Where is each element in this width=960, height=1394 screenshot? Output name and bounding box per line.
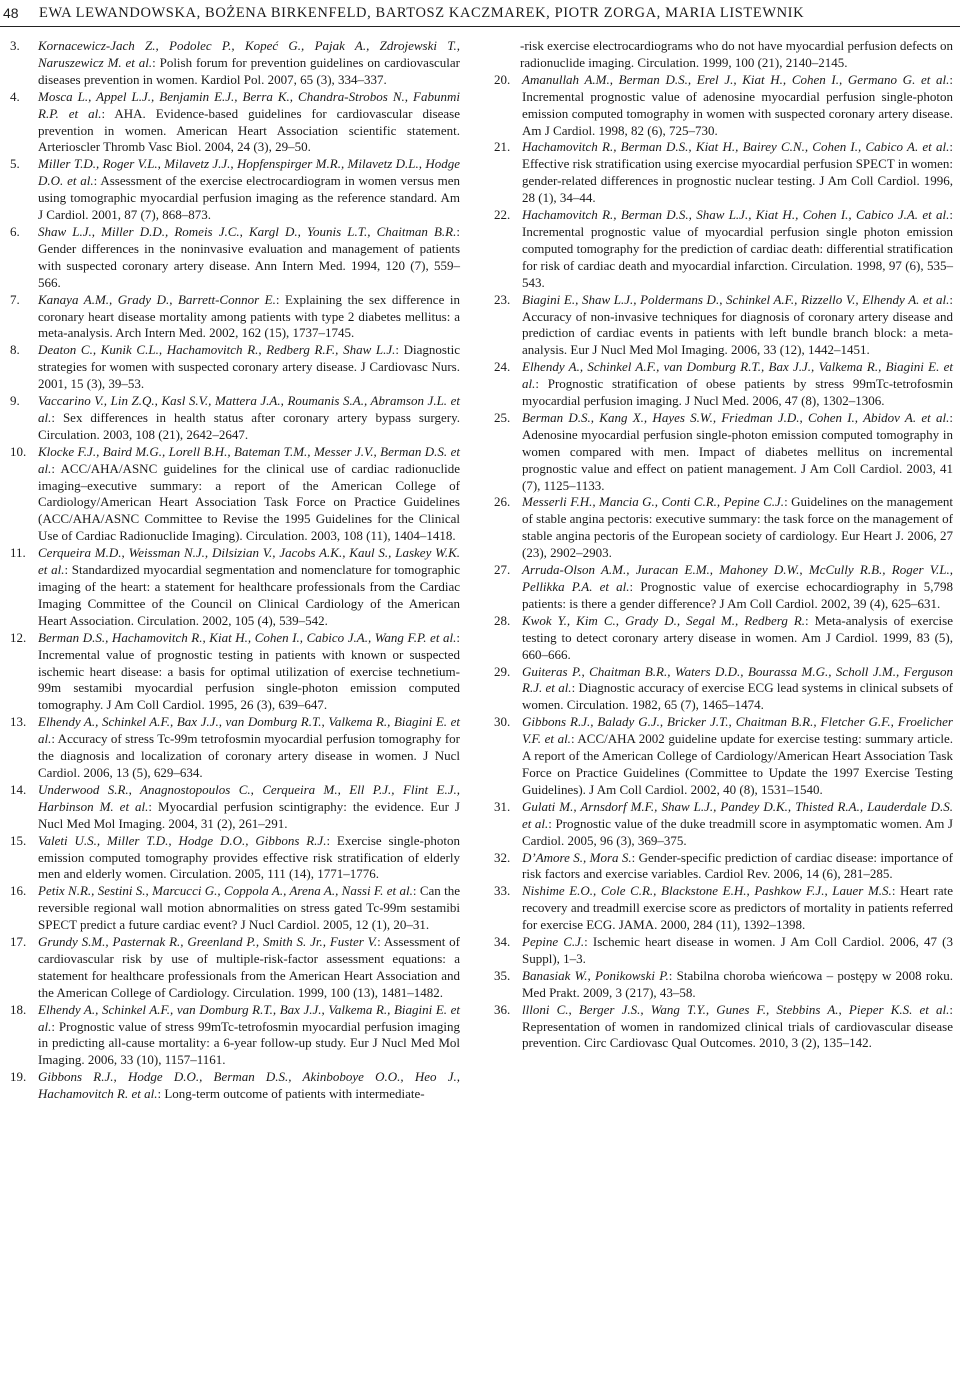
reference-authors: Shaw L.J., Miller D.D., Romeis J.C., Kargl D., Younis L.T., Chaitman B.R. xyxy=(38,223,457,239)
reference-body xyxy=(38,883,460,934)
reference-item xyxy=(492,494,953,562)
reference-number: 6. xyxy=(10,223,20,239)
reference-number: 12. xyxy=(10,629,27,645)
reference-authors: Vaccarino V., Lin Z.Q., Kasl S.V., Mattera J.A., Roumanis S.A., Abramson J.L. et al. xyxy=(38,393,460,425)
reference-text: : Polish forum for prevention guidelines on cardiovascular diseases prevention in women. Kardiol Pol. 2007, 65 (3), 334–337. xyxy=(38,54,460,87)
reference-text: : Stabilna choroba wieńcowa – postępy w 2008 roku. Med Prakt. 2009, 3 (217), 43–58. xyxy=(522,967,953,1000)
reference-body xyxy=(522,613,953,664)
reference-number: 34. xyxy=(494,934,511,950)
reference-text: : Sex differences in health status after coronary artery bypass surgery. Circulation. 2003, 108 (21), 2642–2647. xyxy=(38,409,460,442)
reference-number: 33. xyxy=(494,883,511,899)
reference-text: : Adenosine myocardial perfusion single-photon emission computed tomography in women compared with men. Impact of diabetes mellitus on incremental prognostic value and effect on patient management. J Am Coll Cardiol. 2003, 41 (7), 1125–1133. xyxy=(522,409,953,493)
reference-authors: Arruda-Olson A.M., Juracan E.M., Mahoney D.W., McCully R.B., Roger V.L., Pellikka P.A. et al. xyxy=(522,562,953,594)
reference-number: 28. xyxy=(494,612,511,628)
reference-item xyxy=(492,664,953,715)
reference-number: 31. xyxy=(494,798,511,814)
reference-item xyxy=(492,850,953,884)
reference-body xyxy=(38,714,460,782)
reference-authors: Klocke F.J., Baird M.G., Lorell B.H., Bateman T.M., Messer J.V., Berman D.S. et al. xyxy=(38,443,460,476)
reference-body xyxy=(38,444,460,545)
reference-text: : Representation of women in randomized clinical trials of cardiovascular disease prevention. Circ Cardiovasc Qual Outcomes. 2010, 3 (2), 135–142. xyxy=(522,1001,953,1051)
reference-text: : Prognostic stratification of obese patients by stress 99mTc-tetrofosmin myocardial perfusion imaging. J Nucl Med. 2006, 47 (8), 1302–1306. xyxy=(522,376,953,409)
reference-body xyxy=(522,207,953,292)
reference-item xyxy=(492,410,953,495)
reference-text: : ACC/AHA/ASNC guidelines for the clinical use of cardiac radionuclide imaging–executive summary: a report of the American College of Cardiology/American Heart Association Task Force on Practice Guidelines (ACC/AHA/ASNC Committee to Revise the 1995 Guidelines for the Clinical Use of Cardiac Radionuclide Imaging). Circulation. 2003, 108 (11), 1404–1418. xyxy=(38,460,460,544)
reference-number: 11. xyxy=(10,545,26,561)
reference-item xyxy=(8,156,460,224)
reference-item xyxy=(492,968,953,1002)
reference-authors: Underwood S.R., Anagnostopoulos C., Cerqueira M., Ell P.J., Flint E.J., Harbinson M. et al. xyxy=(38,781,460,814)
reference-text: : Assessment of cardiovascular risk by use of multiple-risk-factor assessment equations: a statement for healthcare professionals from the American Heart Association and the American College of Cardiology. Circulation. 1999, 100 (13), 1481–1482. xyxy=(38,934,460,1000)
reference-item xyxy=(8,89,460,157)
reference-body xyxy=(522,968,953,1002)
reference-item xyxy=(8,342,460,393)
reference-authors: Gibbons R.J., Hodge D.O., Berman D.S., Akinboboye O.O., Heo J., Hachamovitch R. et al. xyxy=(38,1069,460,1102)
reference-text: : Heart rate recovery and treadmill exercise score as predictors of mortality in patients referred for exercise ECG. JAMA. 2000, 284 (11), 1392–1398. xyxy=(522,883,953,933)
reference-authors: Valeti U.S., Miller T.D., Hodge D.O., Gibbons R.J. xyxy=(38,832,327,848)
reference-item xyxy=(8,630,460,715)
reference-authors: Grundy S.M., Pasternak R., Greenland P., Smith S. Jr., Fuster V. xyxy=(38,934,378,950)
reference-body xyxy=(522,139,953,207)
reference-body xyxy=(522,72,953,140)
reference-authors: Berman D.S., Hachamovitch R., Kiat H., Cohen I., Cabico J.A., Wang F.P. et al. xyxy=(38,629,457,645)
reference-text: : Accuracy of stress Tc-99m tetrofosmin myocardial perfusion tomography for the diagnosis and localization of coronary artery disease in women. J Nucl Cardiol. 2006, 13 (5), 629–634. xyxy=(38,731,460,780)
reference-text: : Exercise single-photon emission computed tomography provides effective risk stratification of elderly men and elderly women. Circulation. 2005, 111 (14), 1771–1776. xyxy=(38,832,460,882)
reference-body xyxy=(38,782,460,833)
reference-number: 30. xyxy=(494,714,511,730)
reference-body xyxy=(38,38,460,89)
reference-number: 29. xyxy=(494,663,511,679)
reference-text: : Gender differences in the noninvasive evaluation and management of patients with suspected coronary artery disease. Ann Intern Med. 1994, 120 (7), 559–566. xyxy=(38,223,460,290)
reference-body xyxy=(522,714,953,799)
reference-number: 9. xyxy=(10,393,20,409)
right-column xyxy=(492,38,953,1052)
reference-authors: Biagini E., Shaw L.J., Poldermans D., Schinkel A.F., Rizzello V., Elhendy A. et al. xyxy=(522,291,950,307)
reference-body xyxy=(38,833,460,884)
reference-text: : Explaining the sex difference in coronary heart disease mortality among patients with type 2 diabetes mellitus: a meta-analysis. Arch Intern Med. 2002, 162 (15), 1737–1745. xyxy=(38,291,460,341)
reference-item xyxy=(492,1002,953,1053)
reference-number: 35. xyxy=(494,967,511,983)
reference-number: 24. xyxy=(494,359,511,375)
reference-body xyxy=(522,664,953,715)
reference-item xyxy=(492,883,953,934)
reference-body xyxy=(38,156,460,224)
reference-number: 27. xyxy=(494,562,511,578)
reference-item xyxy=(492,714,953,799)
reference-number: 14. xyxy=(10,781,27,797)
reference-item xyxy=(492,562,953,613)
reference-text: : Meta-analysis of exercise testing to detect coronary artery disease in women. Am J Cardiol. 1999, 83 (5), 660–666. xyxy=(522,612,953,662)
reference-text: : Diagnostic accuracy of exercise ECG lead systems in clinical subsets of women. Circulation. 1982, 65 (7), 1465–1474. xyxy=(522,680,953,713)
reference-item xyxy=(492,613,953,664)
reference-authors: Kornacewicz-Jach Z., Podolec P., Kopeć G., Pajak A., Zdrojewski T., Naruszewicz M. et al. xyxy=(38,38,460,70)
reference-text: : Myocardial perfusion scintigraphy: the evidence. Eur J Nucl Med Mol Imaging. 2004, 31 (2), 261–291. xyxy=(38,798,460,831)
reference-number: 13. xyxy=(10,714,27,730)
reference-body xyxy=(522,359,953,410)
reference-number: 20. xyxy=(494,71,511,87)
reference-number: 15. xyxy=(10,832,27,848)
page-header xyxy=(0,0,960,27)
reference-number: 19. xyxy=(10,1069,27,1085)
reference-text: : Ischemic heart disease in women. J Am Coll Cardiol. 2006, 47 (3 Suppl), 1–3. xyxy=(522,934,953,966)
reference-number: 8. xyxy=(10,342,20,358)
reference-authors: Amanullah A.M., Berman D.S., Erel J., Kiat H., Cohen I., Germano G. et al. xyxy=(522,71,950,87)
reference-number: 21. xyxy=(494,139,511,155)
left-column xyxy=(8,38,460,1103)
reference-text: : Standardized myocardial segmentation and nomenclature for tomographic imaging of the heart: a statement for healthcare professionals from the Cardiac Imaging Committee of the Council on Clinical Cardiology of the American Heart Association. Circulation. 2002, 105 (4), 539–542. xyxy=(38,562,460,628)
reference-authors: Nishime E.O., Cole C.R., Blackstone E.H., Pashkow F.J., Lauer M.S. xyxy=(522,883,892,899)
reference-body xyxy=(38,89,460,157)
reference-text: : Incremental prognostic value of adenosine myocardial perfusion single-photon emission computed tomography in women with suspected coronary artery disease. Am J Cardiol. 1998, 82 (6), 725–730. xyxy=(522,71,953,138)
reference-body xyxy=(38,630,460,715)
reference-authors: Miller T.D., Roger V.L., Milavetz J.J., Hopfenspirger M.R., Milavetz D.L., Hodge D.O. et al. xyxy=(38,156,460,189)
reference-text: : Prognostic value of exercise echocardiography in 5,798 patients: is there a gender difference? J Am Coll Cardiol. 2002, 39 (4), 625–631. xyxy=(522,579,953,611)
reference-continuation xyxy=(492,38,953,72)
reference-text: : Prognostic value of the duke treadmill score in asymptomatic women. Am J Cardiol. 2005, 96 (3), 369–375. xyxy=(522,815,953,848)
reference-text: : Long-term outcome of patients with intermediate- xyxy=(157,1086,425,1102)
reference-number: 25. xyxy=(494,409,511,425)
reference-authors: Berman D.S., Kang X., Hayes S.W., Friedman J.D., Cohen I., Abidov A. et al. xyxy=(522,409,950,425)
reference-authors: Petix N.R., Sestini S., Marcucci G., Coppola A., Arena A., Nassi F. et al. xyxy=(38,883,413,899)
reference-item xyxy=(8,883,460,934)
reference-continuation-text: -risk exercise electrocardiograms who do not have myocardial perfusion defects on radionuclide imaging. Circulation. 1999, 100 (21), 2140–2145. xyxy=(520,38,953,70)
reference-body xyxy=(38,342,460,393)
reference-body xyxy=(38,224,460,292)
reference-authors: Gulati M., Arnsdorf M.F., Shaw L.J., Pandey D.K., Thisted R.A., Lauderdale D.S. et al. xyxy=(522,798,953,831)
running-head: EWA LEWANDOWSKA, BOŻENA BIRKENFELD, BARTOSZ KACZMAREK, PIOTR ZORGA, MARIA LISTEWNIK xyxy=(39,4,805,21)
reference-item xyxy=(8,292,460,343)
reference-item xyxy=(8,833,460,884)
reference-number: 32. xyxy=(494,849,511,865)
reference-number: 23. xyxy=(494,291,511,307)
reference-number: 26. xyxy=(494,494,511,510)
reference-text: : AHA. Evidence-based guidelines for cardiovascular disease prevention in women. American Heart Association scientific statement. Arterioscler Thromb Vasc Biol. 2004, 24 (3), 29–50. xyxy=(38,105,461,155)
reference-authors: D’Amore S., Mora S. xyxy=(522,849,632,865)
reference-text: : Incremental prognostic value of myocardial perfusion single photon emission computed tomography for the prediction of cardiac death: differential stratification for risk of cardiac death and myocardial infarction. Circulation. 1998, 97 (6), 535–543. xyxy=(522,207,953,290)
reference-authors: Hachamovitch R., Berman D.S., Shaw L.J., Kiat H., Cohen I., Cabico J.A. et al. xyxy=(522,207,950,223)
reference-item xyxy=(492,292,953,360)
reference-number: 36. xyxy=(494,1001,511,1017)
reference-authors: Messerli F.H., Mancia G., Conti C.R., Pepine C.J. xyxy=(522,494,785,510)
reference-text: : Effective risk stratification using exercise myocardial perfusion SPECT in women: gender-related differences in prognostic nuclear testing. J Am Coll Cardiol. 1996, 28 (1), 34–44. xyxy=(522,139,953,206)
reference-body xyxy=(38,1069,460,1103)
reference-number: 16. xyxy=(10,883,27,899)
reference-authors: Cerqueira M.D., Weissman N.J., Dilsizian V., Jacobs A.K., Kaul S., Laskey W.K. et al. xyxy=(38,545,460,578)
page-number: 48 xyxy=(3,5,19,21)
reference-number: 3. xyxy=(10,38,20,53)
reference-authors: Elhendy A., Schinkel A.F., van Domburg R.T., Bax J.J., Valkema R., Biagini E. et al. xyxy=(522,359,953,392)
reference-body xyxy=(38,1002,460,1070)
reference-body xyxy=(522,410,953,495)
reference-item xyxy=(492,799,953,850)
reference-body xyxy=(522,494,953,562)
reference-authors: Gibbons R.J., Balady G.J., Bricker J.T., Chaitman B.R., Fletcher G.F., Froelicher V.F. et al. xyxy=(522,714,953,747)
reference-text: : ACC/AHA 2002 guideline update for exercise testing: summary article. A report of the American College of Cardiology/American Heart Association Task Force on Practice Guidelines (Committee to Update the 1997 Exercise Testing Guidelines). J Am Coll Cardiol. 2002, 40 (8), 1531–1540. xyxy=(522,731,953,797)
reference-authors: Hachamovitch R., Berman D.S., Kiat H., Bairey C.N., Cohen I., Cabico A. et al. xyxy=(522,139,950,155)
reference-number: 7. xyxy=(10,291,20,307)
reference-item xyxy=(492,359,953,410)
reference-authors: Elhendy A., Schinkel A.F., van Domburg R.T., Bax J.J., Valkema R., Biagini E. et al. xyxy=(38,1001,460,1034)
reference-body xyxy=(522,883,953,934)
reference-item xyxy=(8,1002,460,1070)
reference-item xyxy=(8,38,460,89)
reference-item xyxy=(8,1069,460,1103)
reference-body xyxy=(522,1002,953,1053)
reference-text: : Prognostic value of stress 99mTc-tetrofosmin myocardial perfusion imaging in predicting all-cause mortality: a 6-year follow-up study. Eur J Nucl Med Mol Imaging. 2006, 33 (10), 1157–1161. xyxy=(38,1018,460,1068)
reference-authors: Deaton C., Kunik C.L., Hachamovitch R., Redberg R.F., Shaw L.J. xyxy=(38,342,396,358)
reference-authors: Kwok Y., Kim C., Grady D., Segal M., Redberg R. xyxy=(522,612,806,628)
reference-authors: llloni C., Berger J.S., Wang T.Y., Gunes F., Stebbins A., Pieper K.S. et al. xyxy=(522,1001,950,1017)
reference-body xyxy=(522,934,953,968)
reference-body xyxy=(38,934,460,1002)
reference-number: 5. xyxy=(10,156,20,172)
reference-authors: Elhendy A., Schinkel A.F., Bax J.J., van Domburg R.T., Valkema R., Biagini E. et al. xyxy=(38,714,460,747)
reference-item xyxy=(8,782,460,833)
reference-text: : Guidelines on the management of stable angina pectoris: executive summary: the task force on the management of stable angina pectoris of the European society of cardiology. Eur Heart J. 2006, 27 (23), 2902–2903. xyxy=(522,494,954,561)
reference-body xyxy=(522,799,953,850)
reference-body xyxy=(38,545,460,630)
reference-text: : Incremental value of prognostic testing in patients with known or suspected ischemic heart disease: a basis for optimal utilization of exercise technetium-99m sestamibi myocardial perfusion single-photon emission computed tomography. J Am Coll Cardiol. 1995, 26 (3), 639–647. xyxy=(38,629,460,713)
reference-item xyxy=(8,714,460,782)
reference-text: : Assessment of the exercise electrocardiogram in women versus men using tomographic myocardial perfusion imaging as the reference standard. Am J Cardiol. 2001, 87 (7), 868–873. xyxy=(38,173,460,223)
reference-item xyxy=(8,393,460,444)
reference-text: : Gender-specific prediction of cardiac disease: importance of risk factors and exercise variables. Cardiol Rev. 2006, 14 (6), 281–285. xyxy=(522,849,953,882)
reference-authors: Kanaya A.M., Grady D., Barrett-Connor E. xyxy=(38,291,276,307)
reference-item xyxy=(492,934,953,968)
reference-item xyxy=(492,139,953,207)
reference-body xyxy=(522,850,953,884)
reference-text: : Diagnostic strategies for women with suspected coronary artery disease. J Cardiovasc Nurs. 2001, 15 (3), 39–53. xyxy=(38,342,460,392)
reference-body xyxy=(522,292,953,360)
reference-authors: Guiteras P., Chaitman B.R., Waters D.D., Bourassa M.G., Scholl J.M., Ferguson R.J. et al. xyxy=(522,663,953,696)
reference-number: 17. xyxy=(10,934,27,950)
reference-body xyxy=(38,292,460,343)
reference-item xyxy=(8,224,460,292)
reference-number: 4. xyxy=(10,88,20,104)
reference-authors: Mosca L., Appel L.J., Benjamin E.J., Berra K., Chandra-Strobos N., Fabunmi R.P. et al. xyxy=(38,88,460,121)
reference-body xyxy=(522,562,953,613)
reference-item xyxy=(8,545,460,630)
reference-body xyxy=(38,393,460,444)
reference-item xyxy=(8,444,460,545)
reference-number: 18. xyxy=(10,1001,27,1017)
reference-authors: Banasiak W., Ponikowski P. xyxy=(522,967,669,983)
reference-text: : Can the reversible regional wall motion abnormalities on stress gated Tc-99m sestamibi SPECT predict a future cardiac event? J Nucl Cardiol. 2005, 12 (1), 20–31. xyxy=(38,883,461,933)
reference-text: : Accuracy of non-invasive techniques for diagnosis of coronary artery disease and prediction of cardiac events in patients with left bundle branch block: a meta-analysis. Eur J Nucl Med Mol Imaging. 2006, 33 (12), 1442–1451. xyxy=(522,291,953,358)
reference-item xyxy=(492,72,953,140)
reference-number: 10. xyxy=(10,443,27,459)
reference-number: 22. xyxy=(494,207,511,223)
reference-authors: Pepine C.J. xyxy=(522,934,585,950)
reference-item xyxy=(492,207,953,292)
reference-item xyxy=(8,934,460,1002)
